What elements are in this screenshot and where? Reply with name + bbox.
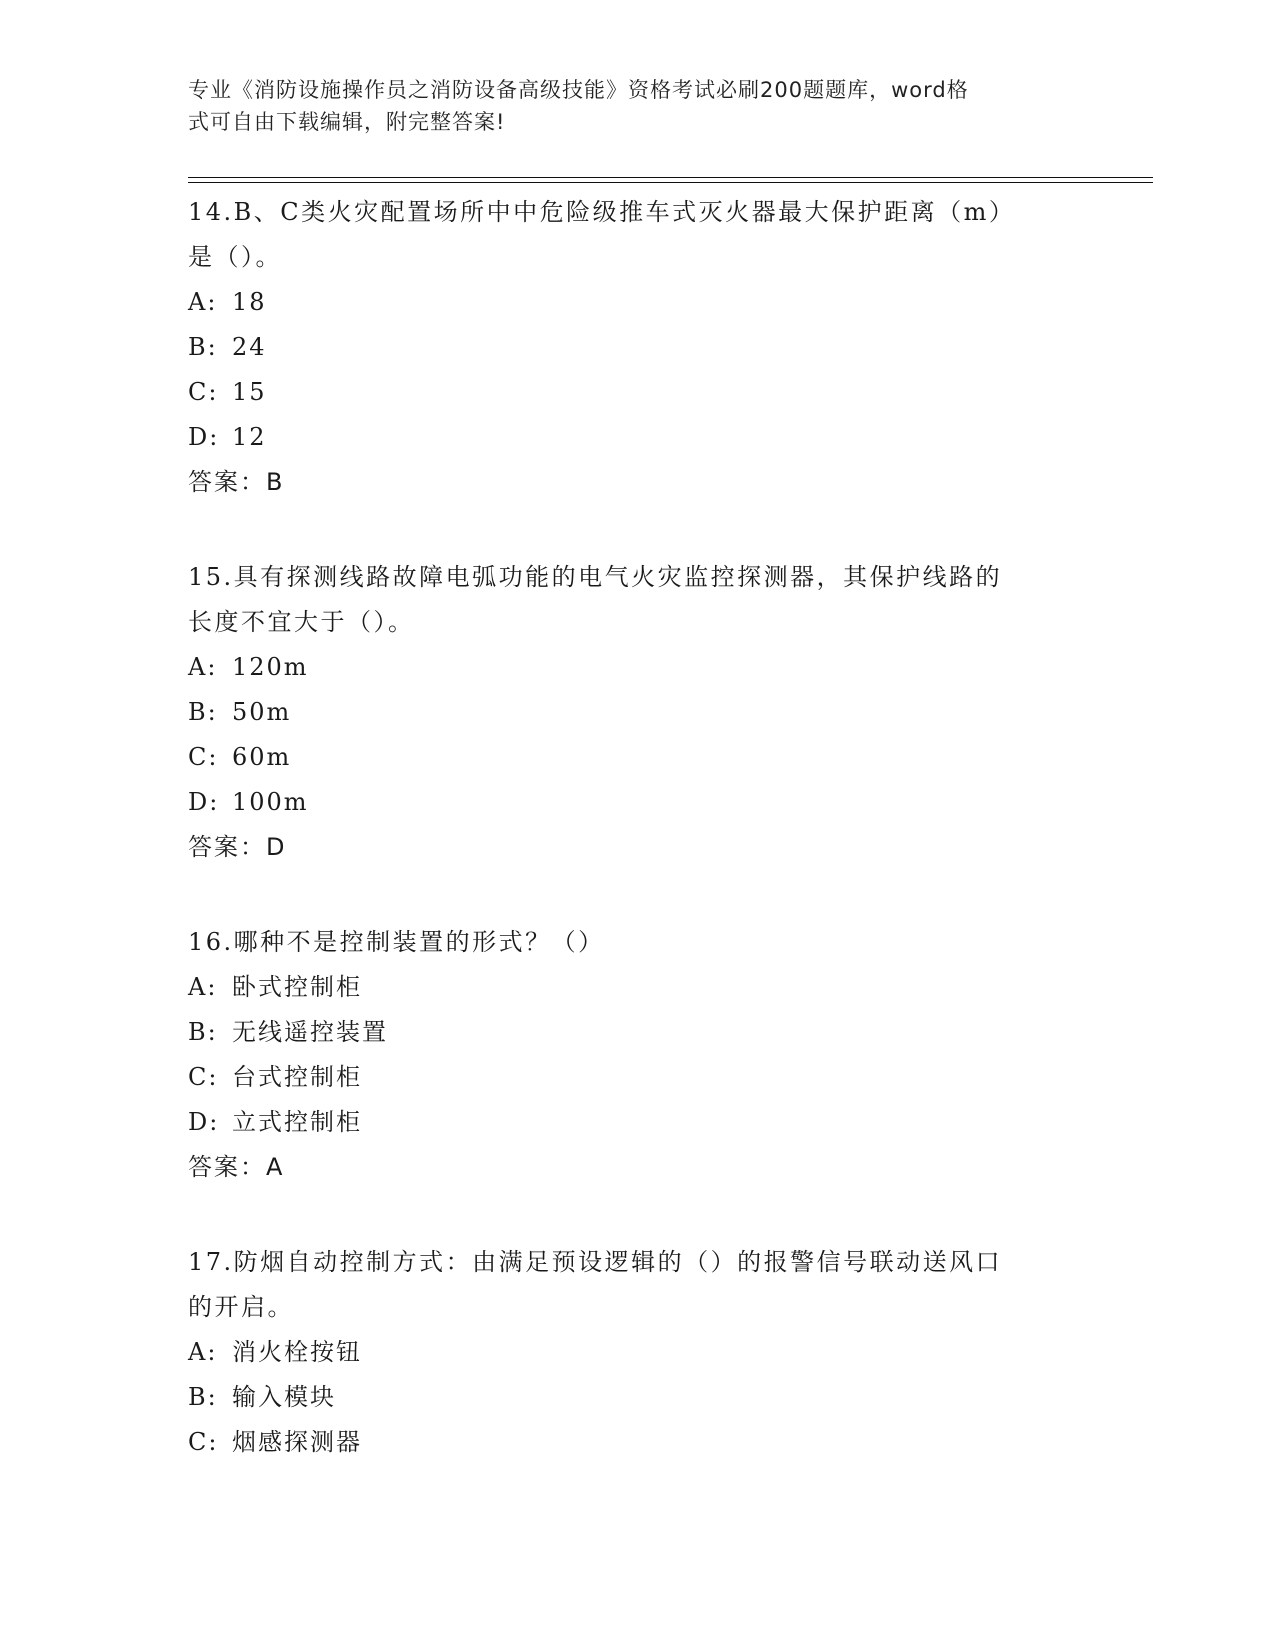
option-a bbox=[188, 965, 1088, 1010]
question-stem-line: 长度不宜大于（）。 bbox=[188, 608, 415, 636]
option-text: 台式控制柜 bbox=[232, 1063, 362, 1091]
option-text: 24 bbox=[232, 333, 267, 361]
option-key: A: bbox=[188, 973, 218, 1001]
option-a bbox=[188, 280, 1088, 325]
option-d bbox=[188, 415, 1088, 460]
answer-line: 答案：A bbox=[188, 1153, 285, 1181]
option-key: B: bbox=[188, 1018, 218, 1046]
option-key: D: bbox=[188, 788, 220, 816]
option-b bbox=[188, 1375, 1088, 1420]
question-17 bbox=[188, 1240, 1088, 1465]
option-b bbox=[188, 690, 1088, 735]
question-15 bbox=[188, 555, 1088, 870]
option-d bbox=[188, 1100, 1088, 1145]
option-d bbox=[188, 780, 1088, 825]
question-stem-line: 的开启。 bbox=[188, 1293, 294, 1321]
option-text: 18 bbox=[232, 288, 267, 316]
document-header bbox=[188, 74, 1088, 138]
option-text: 12 bbox=[232, 423, 267, 451]
answer-line: 答案：B bbox=[188, 468, 285, 496]
question-14 bbox=[188, 190, 1088, 505]
option-a bbox=[188, 645, 1088, 690]
header-line-1: 专业《消防设施操作员之消防设备高级技能》资格考试必刷200题题库，word格 bbox=[188, 78, 969, 102]
option-key: A: bbox=[188, 1338, 218, 1366]
option-c bbox=[188, 1055, 1088, 1100]
option-text: 120m bbox=[232, 653, 309, 681]
header-line-2: 式可自由下载编辑，附完整答案! bbox=[188, 110, 506, 134]
option-key: B: bbox=[188, 1383, 218, 1411]
question-stem-line: 15.具有探测线路故障电弧功能的电气火灾监控探测器，其保护线路的 bbox=[188, 563, 1003, 591]
header-divider-bottom bbox=[188, 182, 1153, 183]
option-text: 100m bbox=[232, 788, 309, 816]
option-key: C: bbox=[188, 743, 219, 771]
option-text: 卧式控制柜 bbox=[232, 973, 362, 1001]
option-b bbox=[188, 325, 1088, 370]
option-text: 烟感探测器 bbox=[232, 1428, 362, 1456]
option-a bbox=[188, 1330, 1088, 1375]
question-stem-line: 16.哪种不是控制装置的形式？（） bbox=[188, 928, 605, 956]
option-key: C: bbox=[188, 378, 219, 406]
question-stem-line: 是（）。 bbox=[188, 243, 282, 271]
header-divider-top bbox=[188, 177, 1153, 178]
option-key: D: bbox=[188, 1108, 220, 1136]
option-text: 立式控制柜 bbox=[232, 1108, 362, 1136]
option-text: 输入模块 bbox=[232, 1383, 336, 1411]
option-key: D: bbox=[188, 423, 220, 451]
option-text: 消火栓按钮 bbox=[232, 1338, 362, 1366]
question-stem-line: 14.B、C类火灾配置场所中中危险级推车式灭火器最大保护距离（m） bbox=[188, 198, 1016, 226]
option-text: 60m bbox=[232, 743, 292, 771]
question-16 bbox=[188, 920, 1088, 1190]
option-c bbox=[188, 370, 1088, 415]
option-text: 50m bbox=[232, 698, 292, 726]
question-stem-line: 17.防烟自动控制方式：由满足预设逻辑的（）的报警信号联动送风口 bbox=[188, 1248, 1003, 1276]
option-c bbox=[188, 735, 1088, 780]
option-key: C: bbox=[188, 1063, 219, 1091]
option-key: A: bbox=[188, 288, 218, 316]
option-key: C: bbox=[188, 1428, 219, 1456]
answer-line: 答案：D bbox=[188, 833, 287, 861]
option-key: B: bbox=[188, 698, 218, 726]
option-c bbox=[188, 1420, 1088, 1465]
option-text: 15 bbox=[232, 378, 267, 406]
option-b bbox=[188, 1010, 1088, 1055]
question-list bbox=[188, 190, 1088, 1515]
option-key: A: bbox=[188, 653, 218, 681]
option-key: B: bbox=[188, 333, 218, 361]
option-text: 无线遥控装置 bbox=[232, 1018, 388, 1046]
